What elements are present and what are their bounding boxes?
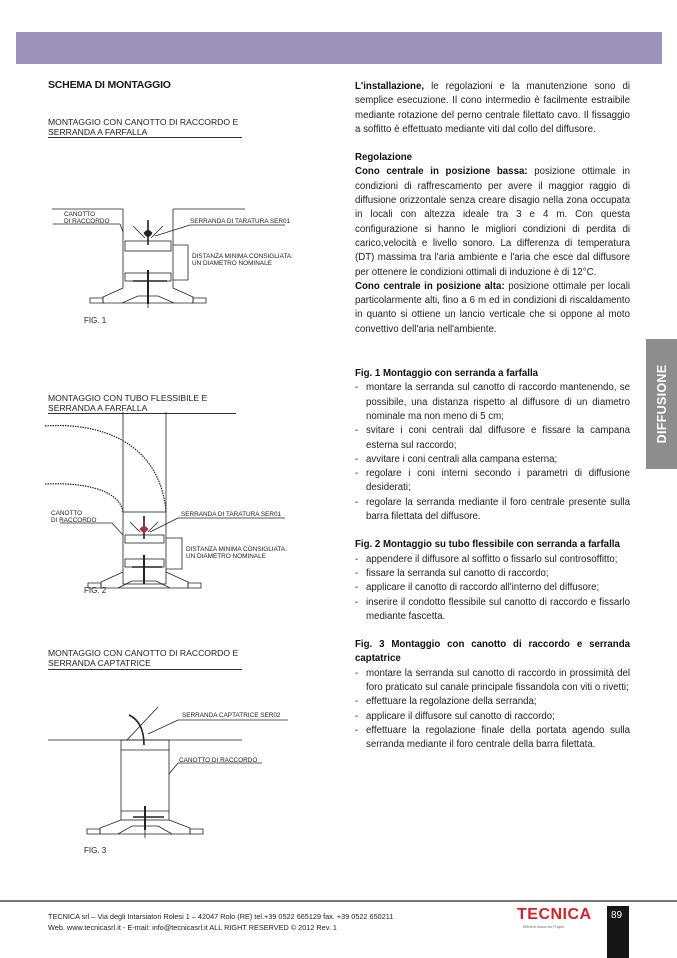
list-item: - fissare la serranda sul canotto di raccordo; — [355, 567, 630, 581]
logo-word: TECNICA — [517, 906, 592, 923]
logo-tagline: Efficient Indoor Air Project — [523, 925, 565, 929]
fig3-rule — [48, 669, 242, 670]
list-item: - applicare il canotto di raccordo all'interno del diffusore; — [355, 581, 630, 595]
fig3-title — [48, 648, 238, 668]
fig2-caption: FIG. 2 — [84, 586, 107, 595]
alta-text: posizione ottimale per locali particolarmente alti, fino a 6 m ed in condizioni di riscaldamento in quanto si ottiene un lancio verticale che si oppone al moto convettivo dell'aria nell'ambiente. — [355, 280, 630, 335]
fig3-diagram — [40, 690, 310, 840]
fig2-title-line1: MONTAGGIO CON TUBO FLESSIBILE E — [48, 393, 208, 403]
list-item: - regolare la serranda mediante il foro centrale presente sulla barra filettata del diffusore. — [355, 496, 630, 525]
fig2-diagram — [40, 412, 310, 582]
list-item: - svitare i coni centrali dal diffusore e fissare la campana esterna sul raccordo; — [355, 424, 630, 453]
fig2-diffuser — [40, 580, 310, 600]
fig2-label-distanza-1: DISTANZA MINIMA CONSIGLIATA: — [186, 546, 287, 553]
fig3-heading-text: Fig. 3 Montaggio con canotto di raccordo e serranda captatrice — [355, 639, 630, 665]
list-item: - montare la serranda sul canotto di raccordo mantenendo, se possibile, una distanza rispetto al diffusore di un diametro nominale ma non meno di 5 cm; — [355, 381, 630, 424]
list-item: - regolare i coni interni secondo i parametri di diffusione desiderati; — [355, 467, 630, 496]
fig1-heading — [355, 367, 630, 381]
fig2-list — [355, 553, 630, 624]
alta-paragraph — [355, 280, 630, 337]
footer-contacts: Web. www.tecnicasrl.it - E-mail: info@tecnicasrl.it ALL RIGHT RESERVED © 2012 Rev. 1 — [48, 923, 337, 932]
footer-text — [48, 911, 393, 933]
fig1-label-distanza-2: UN DIAMETRO NOMINALE — [192, 260, 272, 267]
list-item: - avvitare i coni centrali alla campana esterna; — [355, 453, 630, 467]
fig2-heading-text: Fig. 2 Montaggio su tubo flessibile con serranda a farfalla — [355, 539, 620, 551]
ceiling-hangers — [123, 412, 166, 512]
list-item: - montare la serranda sul canotto di raccordo in prossimità del foro praticato sul canale principale fissandola con viti o rivetti; — [355, 667, 630, 696]
fig1-diagram — [40, 200, 310, 310]
fig2-label-canotto-2: DI RACCORDO — [51, 517, 97, 524]
fig3-title-line1: MONTAGGIO CON CANOTTO DI RACCORDO E — [48, 648, 239, 658]
list-item: - applicare il diffusore sul canotto di raccordo; — [355, 710, 630, 724]
flex-duct-inner — [45, 484, 123, 512]
alta-bold: Cono centrale in posizione alta: — [355, 280, 505, 292]
intro-bold: L'installazione, — [355, 81, 425, 92]
fig1-label-canotto-2: DI RACCORDO — [64, 218, 110, 225]
regolazione-title — [355, 151, 630, 165]
fig3-label-serranda: SERRANDA CAPTATRICE SER02 — [182, 712, 281, 719]
fig1-list — [355, 381, 630, 524]
fig2-label-distanza-2: UN DIAMETRO NOMINALE — [186, 553, 266, 560]
page-number: 89 — [611, 910, 623, 921]
fig1-title-line2: SERRANDA A FARFALLA — [48, 127, 148, 137]
flex-duct-outer — [45, 426, 166, 512]
fig2-label-canotto-1: CANOTTO — [51, 510, 83, 517]
fig2-heading — [355, 538, 630, 552]
header-bar — [16, 32, 662, 64]
distance-bracket — [173, 245, 188, 280]
serranda-leader — [155, 225, 285, 236]
footer-rule — [0, 900, 677, 902]
list-item: - effettuare la regolazione della serranda; — [355, 695, 630, 709]
bassa-text: posizione ottimale in condizioni di raffrescamento per avere il maggior raggio di diffusione orizzontale senza creare disagio nella zona occupata in locali con altezza ideale tra 3 e 4 m. Con questa configurazione si hanno le migliori condizioni di perdita di carico,velocità e livello sonoro. La differenza di temperatura (DT) massima tra l'aria ambiente e l'aria che esce dal diffusore per ottenere le condizioni ottimali di induzione è di 12°C. — [355, 166, 630, 278]
fig1-label-canotto-1: CANOTTO — [64, 211, 96, 218]
fig3-title-line2: SERRANDA CAPTATRICE — [48, 658, 151, 668]
fig1-label-serranda: SERRANDA DI TARATURA SER01 — [190, 218, 291, 225]
fig3-list — [355, 667, 630, 753]
fig3-caption: FIG. 3 — [84, 846, 107, 855]
section-title: SCHEMA DI MONTAGGIO — [48, 79, 171, 91]
intro-text: le regolazioni e la manutenzione sono di semplice esecuzione. Il cono intermedio è facilmente estraibile mediante rotazione del perno centrale filettato cavo. Il fissaggio a soffitto è effettuato mediante viti dal collo del diffusore. — [355, 81, 630, 135]
tecnica-logo — [517, 907, 597, 929]
right-column — [355, 80, 630, 752]
fig1-heading-text: Fig. 1 Montaggio con serranda a farfalla — [355, 368, 539, 380]
fig2-title — [48, 393, 207, 413]
page-number-box — [607, 906, 629, 958]
bassa-bold: Cono centrale in posizione bassa: — [355, 166, 528, 178]
list-item: - appendere il diffusore al soffitto o fissarlo sul controsoffitto; — [355, 553, 630, 567]
fig2-title-line2: SERRANDA A FARFALLA — [48, 403, 148, 413]
side-tab-label: DIFFUSIONE — [654, 364, 669, 444]
list-item: - inserire il condotto flessibile sul canotto di raccordo e fissarlo mediante fascetta. — [355, 596, 630, 625]
fig1-title-line1: MONTAGGIO CON CANOTTO DI RACCORDO E — [48, 117, 239, 127]
footer-address: TECNICA srl – Via degli Intarsiatori Rolesi 1 – 42047 Rolo (RE) tel.+39 0522 665129 fax. +39 0522 650211 — [48, 912, 394, 921]
intro-paragraph — [355, 80, 630, 137]
fig3-heading — [355, 638, 630, 667]
fig1-label-distanza-1: DISTANZA MINIMA CONSIGLIATA: — [192, 253, 293, 260]
canotto-leader — [169, 763, 262, 774]
side-tab-diffusione[interactable] — [646, 339, 677, 469]
fig1-rule — [48, 137, 242, 138]
regolazione-title-text: Regolazione — [355, 152, 413, 164]
fig2-label-serranda: SERRANDA DI TARATURA SER01 — [181, 511, 282, 518]
fig3-label-canotto: CANOTTO DI RACCORDO — [179, 757, 258, 764]
bassa-paragraph — [355, 165, 630, 279]
fig1-caption: FIG. 1 — [84, 316, 107, 325]
list-item: - effettuare la regolazione finale della portata agendo sulla serranda mediante il foro centrale della barra filettata. — [355, 724, 630, 753]
captatrice-leader — [148, 720, 288, 734]
fig1-title — [48, 117, 238, 137]
